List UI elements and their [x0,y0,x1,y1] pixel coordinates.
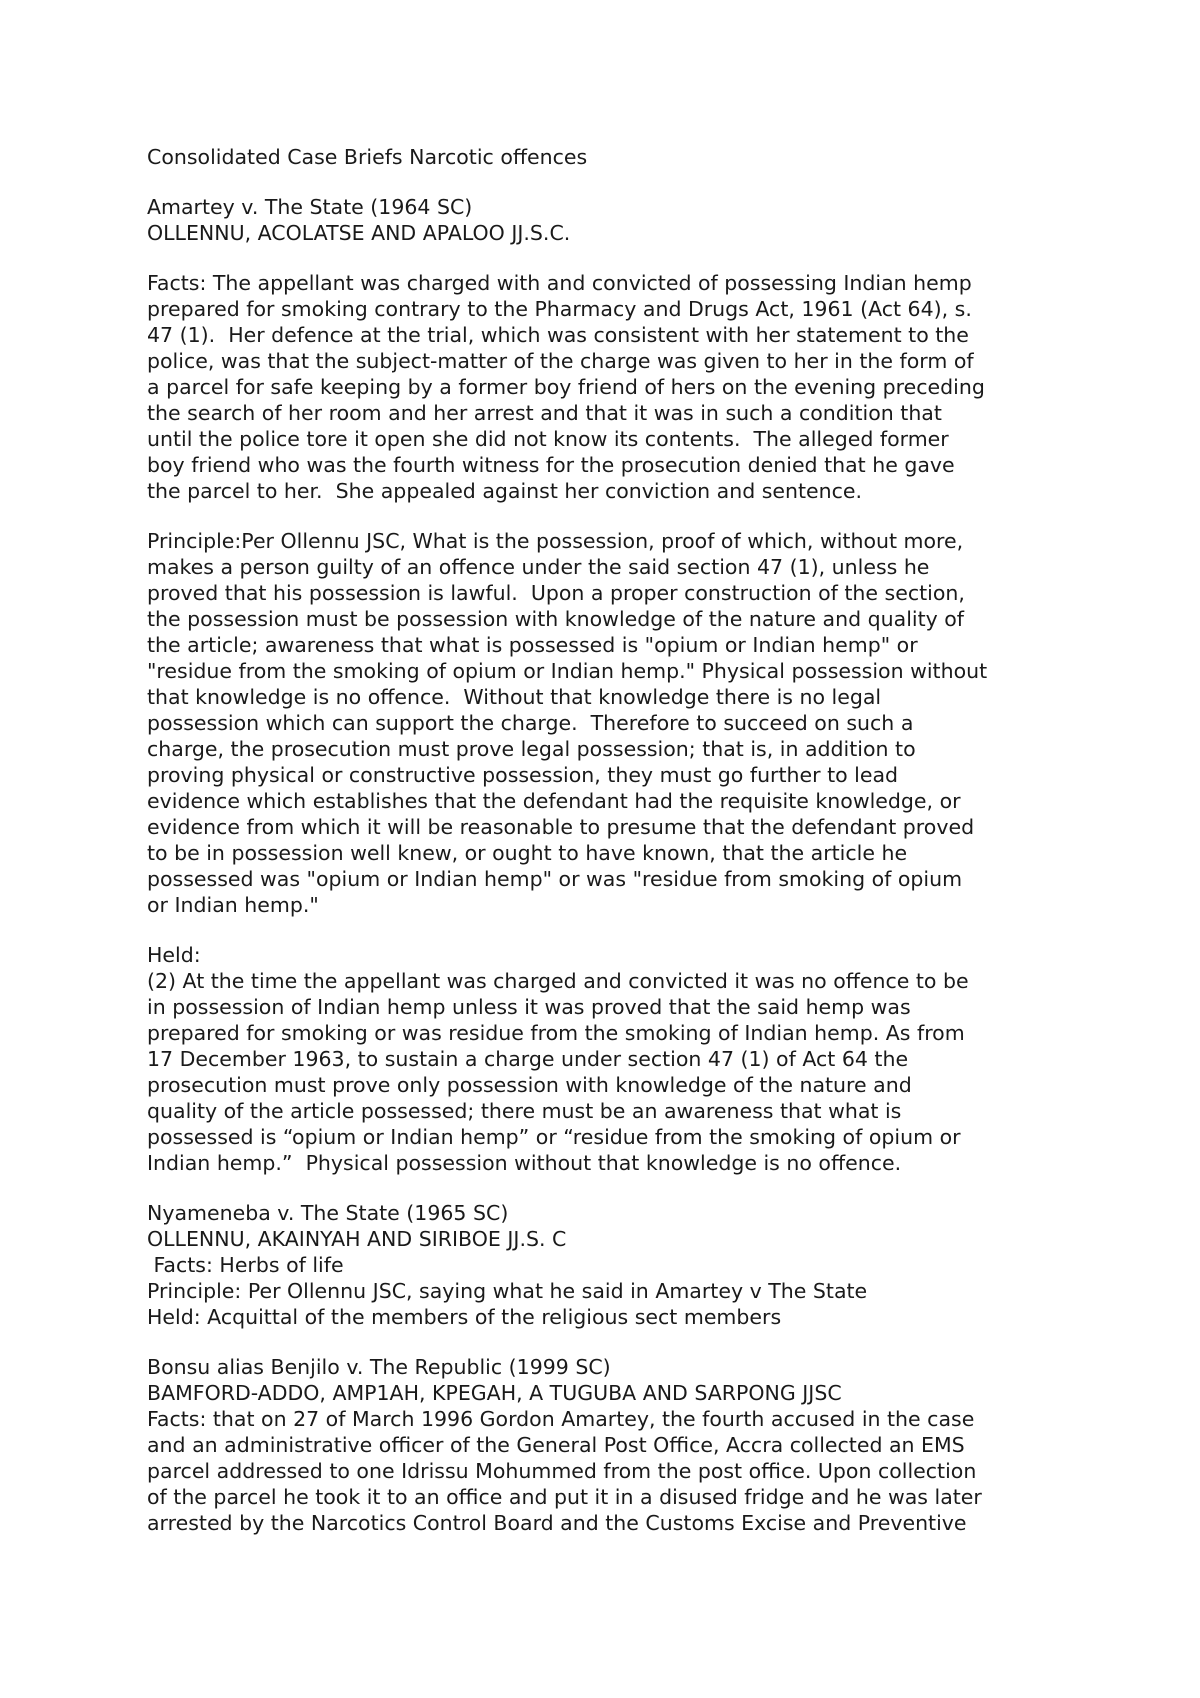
text-line: police, was that the subject-matter of the charge was given to her in the form of [147,349,974,373]
case-judges: OLLENNU, AKAINYAH AND SIRIBOE JJ.S. C [147,1227,567,1251]
spacer [147,918,1087,942]
text-line: until the police tore it open she did not know its contents. The alleged former [147,427,949,451]
spacer [147,1330,1087,1354]
text-line: the parcel to her. She appealed against her conviction and sentence. [147,479,863,503]
text-line: of the parcel he took it to an office and put it in a disused fridge and he was later [147,1485,982,1509]
text-line: the possession must be possession with knowledge of the nature and quality of [147,607,965,631]
text-line: and an administrative officer of the General Post Office, Accra collected an EMS [147,1433,965,1457]
text-line: the article; awareness that what is possessed is "opium or Indian hemp" or [147,633,918,657]
text-line: possession which can support the charge. Therefore to succeed on such a [147,711,914,735]
principle-paragraph [147,528,1087,918]
text-line: arrested by the Narcotics Control Board and the Customs Excise and Preventive [147,1511,967,1535]
document-page [147,144,1087,1536]
document-title: Consolidated Case Briefs Narcotic offences [147,145,588,169]
case-judges: BAMFORD-ADDO, AMP1AH, KPEGAH, A TUGUBA AND SARPONG JJSC [147,1381,842,1405]
text-line: a parcel for safe keeping by a former boy friend of hers on the evening preceding [147,375,985,399]
held-paragraph [147,942,1087,1176]
text-line: or Indian hemp." [147,893,319,917]
text-line: that knowledge is no offence. Without that knowledge there is no legal [147,685,882,709]
text-line: prepared for smoking or was residue from the smoking of Indian hemp. As from [147,1021,965,1045]
facts-paragraph [147,270,1087,504]
text-line: Facts: that on 27 of March 1996 Gordon Amartey, the fourth accused in the case [147,1407,975,1431]
text-line: the search of her room and her arrest and that it was in such a condition that [147,401,942,425]
case-name: Amartey v. The State (1964 SC) [147,195,473,219]
text-line: makes a person guilty of an offence under the said section 47 (1), unless he [147,555,930,579]
text-line: quality of the article possessed; there must be an awareness that what is [147,1099,902,1123]
text-line: parcel addressed to one Idrissu Mohummed from the post office. Upon collection [147,1459,977,1483]
text-line: Facts: The appellant was charged with and convicted of possessing Indian hemp [147,271,972,295]
facts-paragraph [147,1406,1087,1536]
text-line: "residue from the smoking of opium or Indian hemp." Physical possession without [147,659,988,683]
text-line: Indian hemp.” Physical possession without that knowledge is no offence. [147,1151,902,1175]
text-line: possessed is “opium or Indian hemp” or “residue from the smoking of opium or [147,1125,961,1149]
spacer [147,170,1087,194]
text-line: charge, the prosecution must prove legal possession; that is, in addition to [147,737,916,761]
text-line: boy friend who was the fourth witness for the prosecution denied that he gave [147,453,955,477]
spacer [147,246,1087,270]
text-line: 17 December 1963, to sustain a charge under section 47 (1) of Act 64 the [147,1047,909,1071]
text-line: Held: [147,943,201,967]
text-line: (2) At the time the appellant was charged and convicted it was no offence to be [147,969,969,993]
case-name: Nyameneba v. The State (1965 SC) [147,1201,509,1225]
text-line: proving physical or constructive possession, they must go further to lead [147,763,899,787]
case-judges: OLLENNU, ACOLATSE AND APALOO JJ.S.C. [147,221,571,245]
case-held: Held: Acquittal of the members of the religious sect members [147,1305,782,1329]
text-line: 47 (1). Her defence at the trial, which was consistent with her statement to the [147,323,969,347]
text-line: prepared for smoking contrary to the Pharmacy and Drugs Act, 1961 (Act 64), s. [147,297,972,321]
spacer [147,504,1087,528]
text-line: prosecution must prove only possession with knowledge of the nature and [147,1073,912,1097]
text-line: possessed was "opium or Indian hemp" or was "residue from smoking of opium [147,867,963,891]
text-line: Principle:Per Ollennu JSC, What is the possession, proof of which, without more, [147,529,964,553]
text-line: proved that his possession is lawful. Upon a proper construction of the section, [147,581,965,605]
text-line: evidence which establishes that the defendant had the requisite knowledge, or [147,789,961,813]
text-line: to be in possession well knew, or ought to have known, that the article he [147,841,908,865]
spacer [147,1176,1087,1200]
case-facts: Facts: Herbs of life [147,1253,344,1277]
case-principle: Principle: Per Ollennu JSC, saying what he said in Amartey v The State [147,1279,868,1303]
case-name: Bonsu alias Benjilo v. The Republic (1999 SC) [147,1355,611,1379]
text-line: in possession of Indian hemp unless it was proved that the said hemp was [147,995,911,1019]
text-line: evidence from which it will be reasonable to presume that the defendant proved [147,815,975,839]
